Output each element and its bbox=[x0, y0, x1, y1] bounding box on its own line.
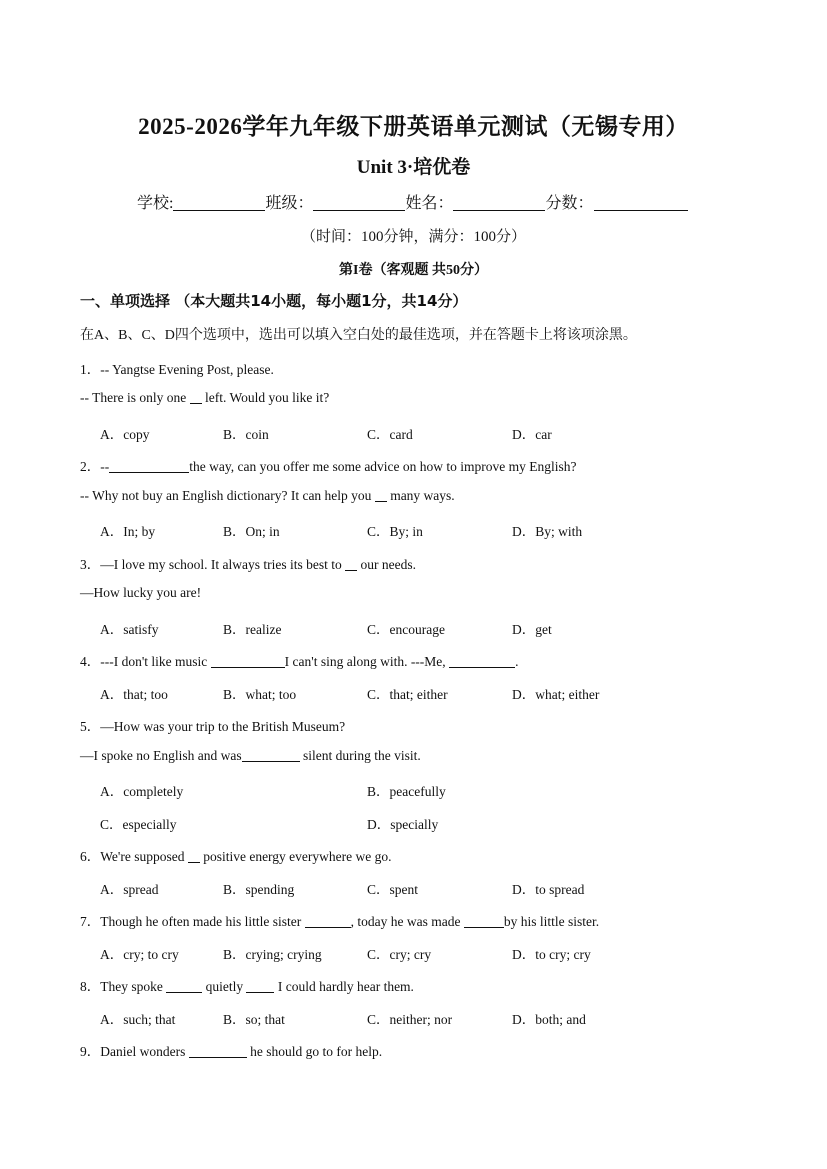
q5-blank bbox=[242, 748, 300, 762]
q9-blank bbox=[189, 1044, 247, 1058]
question-4-line-1 bbox=[80, 650, 518, 670]
q3-option-b[interactable]: B．realize bbox=[223, 622, 282, 637]
school-label: 学校: bbox=[137, 195, 174, 212]
q1-text-a: -- There is only one bbox=[80, 390, 190, 405]
q3-blank bbox=[345, 557, 357, 571]
q6-option-a[interactable]: A．spread bbox=[100, 882, 159, 897]
q3-text-a: 3．—I love my school. It always tries its best to bbox=[80, 557, 346, 572]
q6-text-b: positive energy everywhere we go. bbox=[199, 849, 392, 864]
q9-text-b: he should go to for help. bbox=[246, 1044, 383, 1059]
q7-blank-1 bbox=[305, 914, 351, 928]
q4-text-c: . bbox=[515, 654, 519, 669]
q2-option-a[interactable]: A．In; by bbox=[100, 524, 156, 539]
q8-option-a[interactable]: A．such; that bbox=[100, 1012, 176, 1027]
q4-text-b: I can't sing along with. ---Me, bbox=[284, 654, 450, 669]
q4-option-a[interactable]: A．that; too bbox=[100, 687, 168, 702]
question-7-line-1 bbox=[80, 910, 599, 930]
score-label: 分数： bbox=[545, 195, 594, 212]
q7-blank-2 bbox=[464, 914, 504, 928]
q2-blank-1 bbox=[109, 459, 189, 473]
q4-blank-2 bbox=[449, 654, 515, 668]
q1-text-b: left. Would you like it? bbox=[201, 390, 330, 405]
question-9-line-1 bbox=[80, 1040, 382, 1060]
exam-title: 2025-2026学年九年级下册英语单元测试（无锡专用） bbox=[138, 114, 689, 139]
q2-option-c[interactable]: C．By; in bbox=[367, 524, 423, 539]
score-blank[interactable] bbox=[594, 194, 688, 211]
q4-option-d[interactable]: D．what; either bbox=[512, 687, 600, 702]
q4-option-b[interactable]: B．what; too bbox=[223, 687, 297, 702]
name-label: 姓名： bbox=[405, 195, 454, 212]
q3-option-a[interactable]: A．satisfy bbox=[100, 622, 159, 637]
question-3-line-1 bbox=[80, 553, 416, 573]
q2-blank-2 bbox=[375, 488, 387, 502]
section-instructions: 在A、B、C、D四个选项中，选出可以填入空白处的最佳选项，并在答题卡上将该项涂黑。 bbox=[80, 328, 637, 343]
q5-option-c[interactable]: C．especially bbox=[100, 817, 177, 832]
question-8-line-1 bbox=[80, 975, 414, 995]
class-label: 班级： bbox=[265, 195, 314, 212]
q7-text-a: 7．Though he often made his little sister bbox=[80, 914, 305, 929]
part-title: 第I卷（客观题 共50分） bbox=[339, 263, 488, 278]
exam-subtitle: Unit 3·培优卷 bbox=[356, 157, 471, 178]
q1-blank bbox=[190, 390, 202, 404]
q1-option-b[interactable]: B．coin bbox=[223, 427, 269, 442]
q8-text-b: quietly bbox=[202, 979, 247, 994]
q5-option-b[interactable]: B．peacefully bbox=[367, 784, 446, 799]
school-blank[interactable] bbox=[173, 194, 265, 211]
q2-text-c: -- Why not buy an English dictionary? It can help you bbox=[80, 488, 375, 503]
q5-option-a[interactable]: A．completely bbox=[100, 784, 184, 799]
q6-option-b[interactable]: B．spending bbox=[223, 882, 295, 897]
question-1-line-1: 1．-- Yangtse Evening Post, please. bbox=[80, 362, 274, 377]
q7-option-b[interactable]: B．crying; crying bbox=[223, 947, 322, 962]
q8-blank-1 bbox=[166, 979, 202, 993]
name-blank[interactable] bbox=[453, 194, 545, 211]
q8-option-b[interactable]: B．so; that bbox=[223, 1012, 285, 1027]
q8-text-c: I could hardly hear them. bbox=[274, 979, 414, 994]
q7-option-d[interactable]: D．to cry; cry bbox=[512, 947, 591, 962]
question-3-line-2: —How lucky you are! bbox=[80, 585, 202, 600]
question-5-line-1: 5．—How was your trip to the British Museum? bbox=[80, 719, 346, 734]
question-2-line-2 bbox=[80, 488, 455, 504]
time-info: （时间：100分钟，满分：100分） bbox=[300, 229, 526, 245]
q5-option-d[interactable]: D．specially bbox=[367, 817, 439, 832]
question-5-line-2 bbox=[80, 748, 421, 764]
q7-option-c[interactable]: C．cry; cry bbox=[367, 947, 432, 962]
question-2-line-1 bbox=[80, 455, 577, 475]
question-6-line-1 bbox=[80, 845, 392, 865]
q2-option-d[interactable]: D．By; with bbox=[512, 524, 583, 539]
class-blank[interactable] bbox=[313, 194, 405, 211]
q8-text-a: 8．They spoke bbox=[80, 979, 167, 994]
q2-text-d: many ways. bbox=[386, 488, 455, 503]
q2-text-b: the way, can you offer me some advice on how to improve my English? bbox=[189, 459, 577, 474]
q6-option-d[interactable]: D．to spread bbox=[512, 882, 585, 897]
q3-option-d[interactable]: D．get bbox=[512, 622, 552, 637]
q2-option-b[interactable]: B．On; in bbox=[223, 524, 280, 539]
q8-blank-2 bbox=[246, 979, 274, 993]
q8-option-d[interactable]: D．both; and bbox=[512, 1012, 586, 1027]
q4-blank-1 bbox=[211, 654, 285, 668]
q7-option-a[interactable]: A．cry; to cry bbox=[100, 947, 179, 962]
q3-text-b: our needs. bbox=[357, 557, 416, 572]
q6-option-c[interactable]: C．spent bbox=[367, 882, 419, 897]
q1-option-c[interactable]: C．card bbox=[367, 427, 413, 442]
q6-text-a: 6．We're supposed bbox=[80, 849, 188, 864]
student-info-row bbox=[137, 190, 688, 213]
question-1-line-2 bbox=[80, 390, 329, 406]
q5-text-b: silent during the visit. bbox=[299, 748, 421, 763]
q6-blank bbox=[188, 849, 200, 863]
q4-option-c[interactable]: C．that; either bbox=[367, 687, 448, 702]
q1-option-a[interactable]: A．copy bbox=[100, 427, 150, 442]
q7-text-c: by his little sister. bbox=[503, 914, 600, 929]
q2-text-a: 2．-- bbox=[80, 459, 110, 474]
section-title: 一、单项选择 （本大题共14小题，每小题1分，共14分） bbox=[80, 292, 468, 310]
q1-option-d[interactable]: D．car bbox=[512, 427, 552, 442]
q9-text-a: 9．Daniel wonders bbox=[80, 1044, 189, 1059]
q3-option-c[interactable]: C．encourage bbox=[367, 622, 445, 637]
q7-text-b: , today he was made bbox=[350, 914, 464, 929]
q8-option-c[interactable]: C．neither; nor bbox=[367, 1012, 453, 1027]
q4-text-a: 4．---I don't like music bbox=[80, 654, 211, 669]
q5-text-a: —I spoke no English and was bbox=[80, 748, 242, 763]
